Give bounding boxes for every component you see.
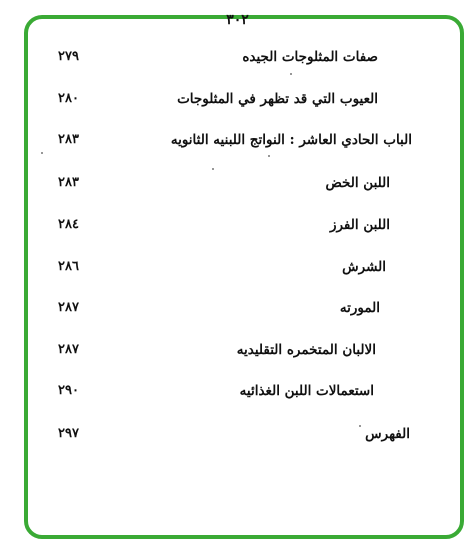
- toc-entry: [50, 423, 412, 445]
- page-number: ٣٠٢: [226, 12, 249, 28]
- toc-entry: [50, 339, 412, 361]
- toc-entry-title: استعمالات اللبن الغذائيه: [239, 383, 374, 399]
- toc-entry: [50, 88, 412, 110]
- toc-entry-page: ٢٨٤: [58, 217, 79, 232]
- toc-entry-title: المورته: [339, 300, 380, 316]
- toc-entry-page: ٢٩٠: [58, 383, 79, 398]
- toc-entry-page: ٢٨٧: [58, 300, 79, 315]
- toc-entry-page: ٢٨٣: [58, 175, 79, 190]
- toc-entry: [50, 46, 412, 68]
- toc-entry-title: اللبن الفرز: [329, 217, 390, 233]
- toc-entry-title: اللبن الخض: [325, 175, 390, 191]
- toc-entry-title: صفات المثلوجات الجيده: [242, 49, 378, 65]
- toc-entry-page: ٢٧٩: [58, 49, 79, 64]
- toc-entry-page: ٢٨٦: [58, 259, 79, 274]
- toc-entry-page: ٢٨٧: [58, 342, 79, 357]
- toc-entry: [50, 256, 412, 278]
- toc-entry: [50, 297, 412, 319]
- scan-speck: [290, 73, 292, 75]
- toc-entry-title: الشرش: [342, 259, 386, 275]
- scan-speck: [212, 168, 214, 170]
- toc-entry: [50, 214, 412, 236]
- toc-entry-page: ٢٨٣: [58, 132, 79, 147]
- toc-entry-page: ٢٨٠: [58, 91, 79, 106]
- toc-entry-title: الالبان المتخمره التقليديه: [236, 342, 376, 358]
- toc-entry-title: الباب الحادي العاشر : النواتج اللبنيه الثانويه: [170, 132, 412, 148]
- scan-speck: [359, 425, 361, 427]
- scan-speck: [268, 155, 270, 157]
- toc-entry: [50, 380, 412, 402]
- toc-entry: [50, 172, 412, 194]
- scan-speck: [41, 152, 43, 154]
- toc-entry-title: العيوب التي قد تظهر في المثلوجات: [177, 91, 378, 107]
- toc-entry-page: ٢٩٧: [58, 426, 79, 441]
- toc-entry: [50, 129, 412, 151]
- toc-entry-title: الفهرس: [365, 426, 410, 442]
